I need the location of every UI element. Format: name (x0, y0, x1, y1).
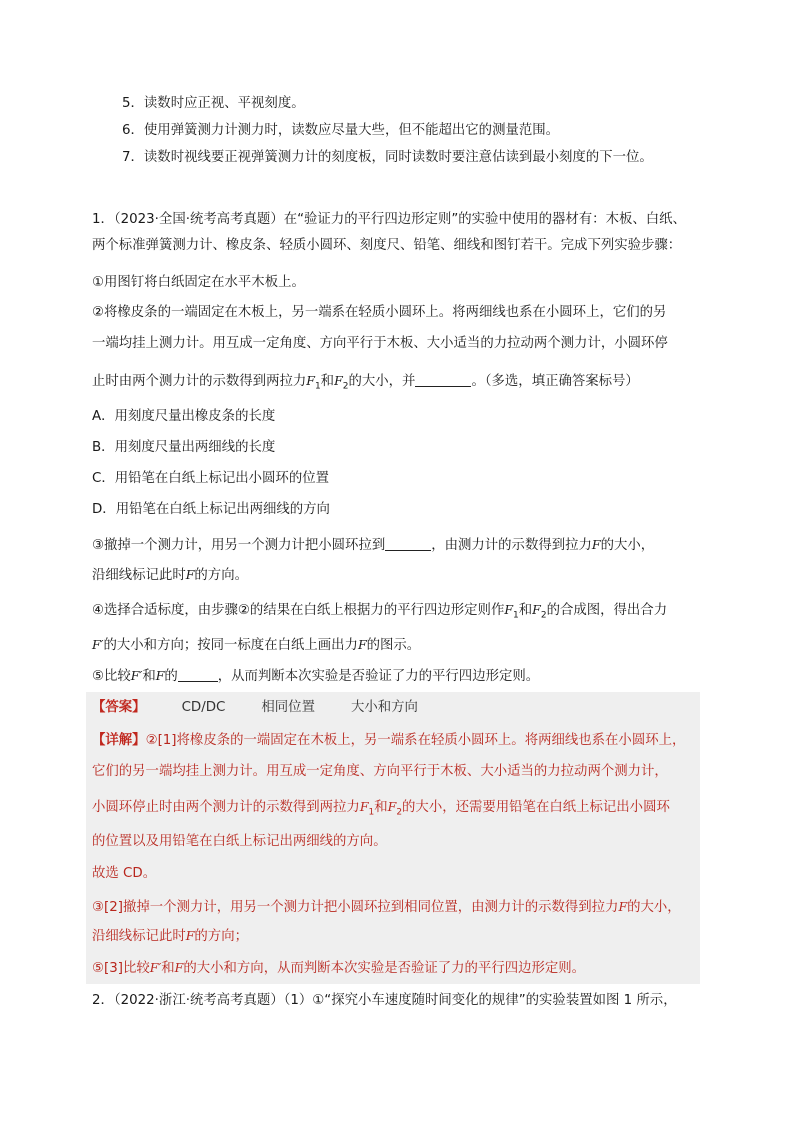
q1-option-d: D．用铅笔在白纸上标记出两细线的方向 (92, 502, 330, 517)
var-F: F (591, 537, 601, 552)
text: ④选择合适标度，由步骤②的结果在白纸上根据力的平行四边形定则作 (92, 603, 505, 618)
text: 小圆环停止时由两个测力计的示数得到两拉力 (92, 800, 360, 815)
var-F1: F (359, 799, 369, 814)
answer-label: 【答案】 (92, 700, 146, 715)
answer-blank[interactable] (385, 536, 431, 551)
answer-blank[interactable] (415, 372, 471, 387)
text: 的大小和方向，从而判断本次实验是否验证了力的平行四边形定则。 (183, 961, 586, 976)
text: 的大小， (600, 538, 655, 553)
note-item: 6．使用弹簧测力计测力时，读数应尽量大些，但不能超出它的测量范围。 (122, 123, 560, 138)
text: 的大小，还需要用铅笔在白纸上标记出小圆环 (402, 800, 670, 815)
q1-step-2-line: ②将橡皮条的一端固定在木板上，另一端系在轻质小圆环上。将两细线也系在小圆环上，它们的另 (92, 305, 667, 320)
var-F-prime: F′ (149, 960, 162, 975)
text: ，从而判断本次实验是否验证了力的平行四边形定则。 (217, 669, 540, 684)
text: 的大小， (627, 900, 681, 915)
answer-value: 大小和方向 (350, 700, 418, 715)
q1-step-3-line (92, 535, 654, 556)
explanation-line (92, 958, 585, 979)
answer-value: 相同位置 (261, 700, 315, 715)
text: 和 (374, 800, 388, 815)
subscript: 2 (342, 381, 349, 392)
explanation-line: 的位置以及用铅笔在白纸上标记出两细线的方向。 (92, 834, 387, 849)
explanation-line: 故选 CD。 (92, 866, 157, 881)
text: ③[2]撤掉一个测力计，用另一个测力计把小圆环拉到相同位置，由测力计的示数得到拉力 (92, 900, 619, 915)
text: 和 (161, 961, 175, 976)
var-F-prime: F′ (92, 637, 104, 652)
explanation-line (92, 797, 670, 823)
question-2-line: 2．（2022·浙江·统考高考真题）（1）①“探究小车速度随时间变化的规律”的实验装置如图 1 所示， (92, 993, 677, 1008)
q1-step-4-line (92, 635, 420, 656)
note-item: 5．读数时应正视、平视刻度。 (122, 96, 305, 111)
subscript: 1 (513, 610, 519, 621)
explanation-label: 【详解】 (92, 733, 146, 748)
text: 沿细线标记此时 (92, 929, 186, 944)
q1-step-1: ①用图钉将白纸固定在水平木板上。 (92, 275, 305, 290)
q1-option-a: A．用刻度尺量出橡皮条的长度 (92, 409, 276, 424)
text: 的图示。 (366, 638, 421, 653)
text: 的方向； (194, 929, 248, 944)
var-F: F (357, 637, 367, 652)
var-F2: F (387, 799, 397, 814)
text: 止时由两个测力计的示数得到两拉力 (92, 374, 307, 389)
q1-step-2-line: 一端均挂上测力计。用互成一定角度、方向平行于木板、大小适当的力拉动两个测力计，小圆环停 (92, 336, 668, 351)
q1-stem-line: 1．（2023·全国·统考高考真题）在“验证力的平行四边形定则”的实验中使用的器材有：木板、白纸、 (92, 212, 686, 227)
subscript: 1 (314, 381, 321, 392)
q1-stem-line: 两个标准弹簧测力计、橡皮条、轻质小圆环、刻度尺、铅笔、细线和图钉若干。完成下列实验步骤： (92, 238, 682, 253)
text: ②[1]将橡皮条的一端固定在木板上，另一端系在轻质小圆环上。将两细线也系在小圆环上， (145, 733, 686, 748)
text: ，由测力计的示数得到拉力 (431, 538, 592, 553)
var-F2: F (532, 602, 541, 617)
text: 的合成图，得出合力 (546, 603, 668, 618)
q1-step-3-line (92, 565, 248, 586)
var-F1: F (504, 602, 514, 617)
var-F: F (185, 567, 195, 582)
text: 。（多选，填正确答案标号） (471, 374, 639, 389)
var-F-prime: F′ (130, 668, 143, 683)
subscript: 2 (540, 610, 547, 621)
var-F: F (618, 899, 628, 914)
explanation-line (92, 897, 681, 918)
var-F: F (155, 668, 165, 683)
var-F1: F (306, 373, 315, 388)
text: 的大小，并 (348, 374, 416, 389)
text: ③撤掉一个测力计，用另一个测力计把小圆环拉到 (92, 538, 386, 553)
explanation-line: 它们的另一端均挂上测力计。用互成一定角度、方向平行于木板、大小适当的力拉动两个测力计， (92, 764, 668, 779)
text: 和 (142, 669, 156, 684)
explanation-line (92, 926, 248, 947)
subscript: 1 (368, 807, 375, 818)
var-F: F (174, 960, 184, 975)
var-F2: F (334, 373, 343, 388)
subscript: 2 (396, 807, 403, 818)
text: 的 (164, 669, 178, 684)
text: 沿细线标记此时 (92, 568, 186, 583)
var-F: F (185, 928, 195, 943)
explanation-line (92, 731, 685, 751)
q1-step-5-line (92, 666, 539, 687)
answer-value: CD/DC (181, 700, 226, 715)
text: 和 (320, 374, 335, 389)
q1-step-2-line (92, 371, 639, 397)
q1-step-4-line (92, 600, 667, 626)
answer-blank[interactable] (178, 667, 218, 682)
text: 的方向。 (194, 568, 248, 583)
text: 的大小和方向；按同一标度在白纸上画出力 (103, 638, 358, 653)
text: ⑤[3]比较 (92, 961, 150, 976)
text: 和 (518, 603, 533, 618)
answer-row (92, 698, 418, 718)
q1-option-c: C．用铅笔在白纸上标记出小圆环的位置 (92, 471, 329, 486)
note-item: 7．读数时视线要正视弹簧测力计的刻度板，同时读数时要注意估读到最小刻度的下一位。 (122, 150, 653, 165)
q1-option-b: B．用刻度尺量出两细线的长度 (92, 440, 276, 455)
text: ⑤比较 (92, 669, 131, 684)
